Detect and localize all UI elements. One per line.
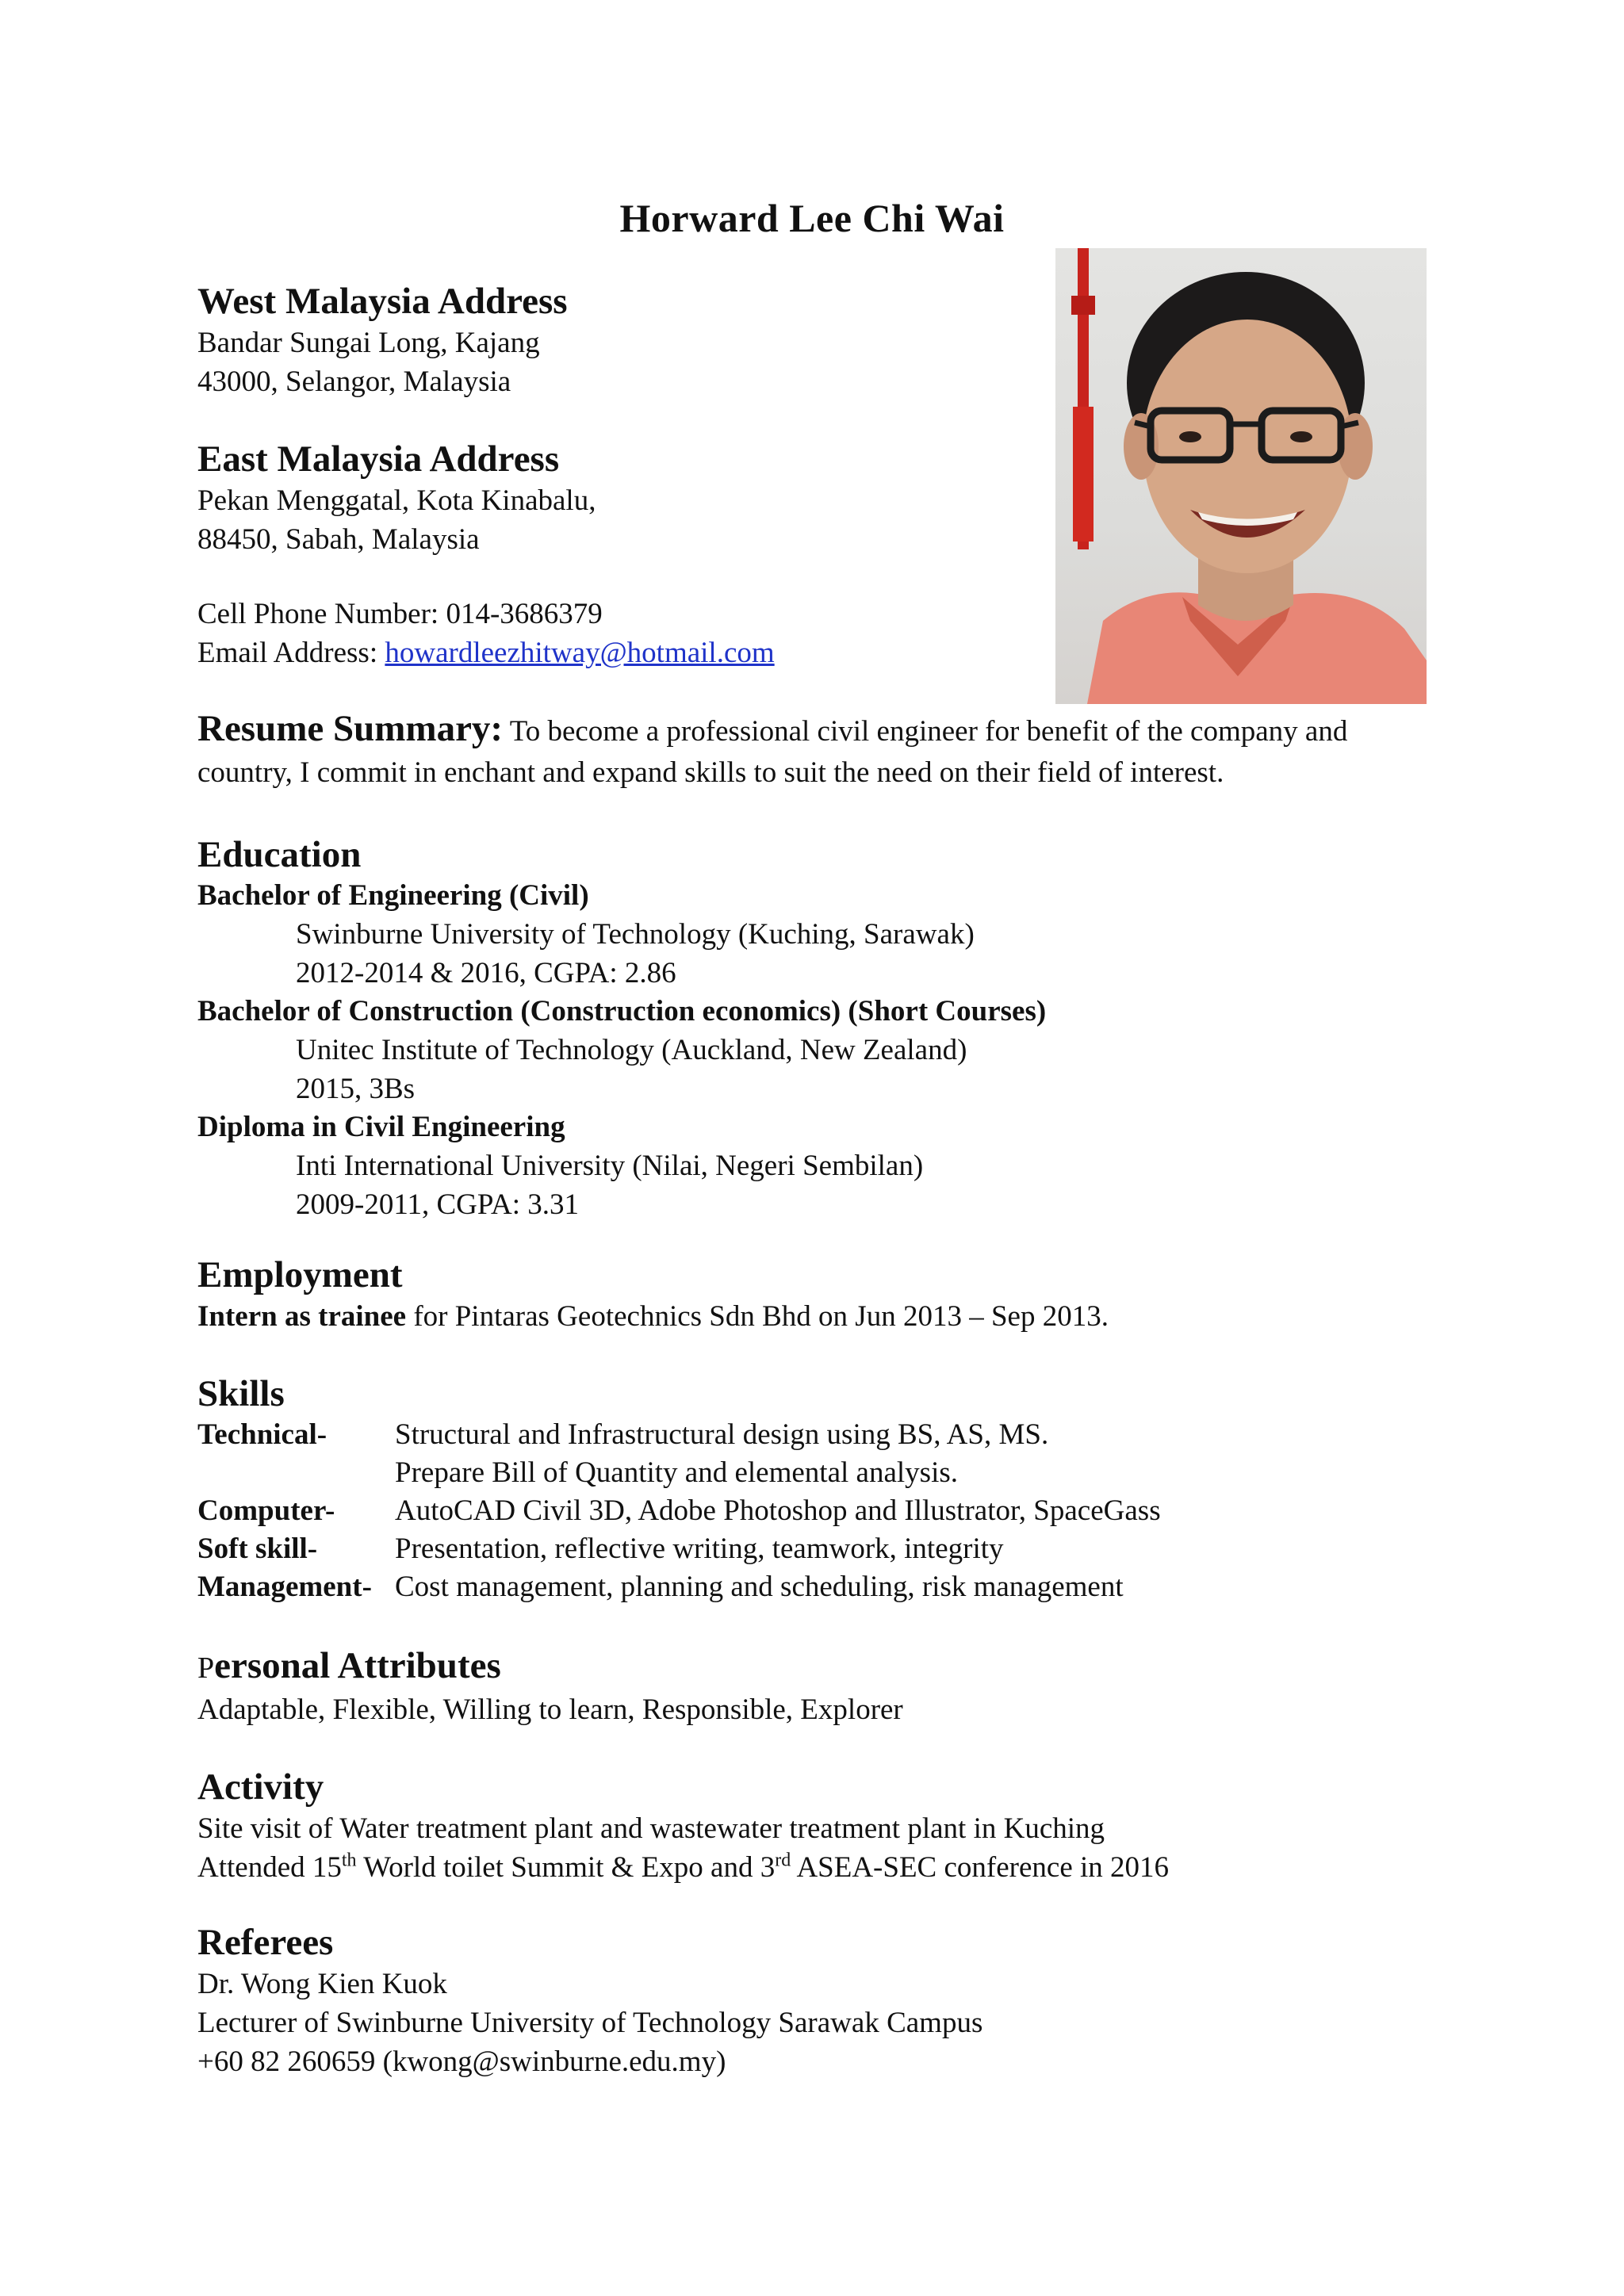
activity-line2-c: ASEA-SEC conference in 2016 [791,1851,1170,1884]
skill-key: Management- [197,1571,372,1603]
referee-contact: +60 82 260659 (kwong@swinburne.edu.my) [197,2045,726,2078]
east-address-section [197,437,596,559]
activity-line2-b: World toilet Summit & Expo and 3 [356,1851,776,1884]
education-heading: Education [197,834,362,875]
employment-role: Intern as trainee [197,1300,407,1333]
phone-line [197,595,775,633]
employment-section [197,1253,1109,1336]
phone-number: 014-3686379 [446,598,603,630]
east-address-line1: Pekan Menggatal, Kota Kinabalu, [197,484,596,517]
contact-section [197,595,775,672]
referees-section [197,1920,982,2081]
education-degree-2: Bachelor of Construction (Construction economics) (Short Courses) [197,995,1047,1027]
phone-label: Cell Phone Number: [197,598,439,630]
skill-row [197,1530,1427,1568]
referee-name: Dr. Wong Kien Kuok [197,1968,447,2000]
skill-key [197,1454,395,1492]
activity-line2-sup1: th [341,1850,357,1871]
skill-row [197,1416,1427,1454]
personal-heading-first: P [197,1651,215,1685]
activity-line2 [197,1848,1169,1887]
education-institution-2: Unitec Institute of Technology (Auckland, New Zealand) [296,1034,967,1066]
skill-value: Cost management, planning and scheduling, risk management [395,1571,1124,1603]
skills-section [197,1372,1427,1606]
education-detail-2: 2015, 3Bs [296,1073,416,1105]
resume-summary [197,708,1427,794]
education-section [197,832,1046,1224]
personal-heading-rest: ersonal Attributes [214,1645,501,1686]
employment-heading: Employment [197,1254,403,1295]
education-degree-3: Diploma in Civil Engineering [197,1111,565,1143]
west-address-heading: West Malaysia Address [197,281,568,322]
summary-label: Resume Summary: [197,708,504,749]
activity-line2-a: Attended 15 [197,1851,342,1884]
east-address-heading: East Malaysia Address [197,438,560,480]
email-line [197,633,775,672]
personal-section [197,1644,903,1729]
activity-section [197,1765,1169,1887]
skill-key: Soft skill- [197,1533,318,1565]
education-degree-1: Bachelor of Engineering (Civil) [197,879,589,912]
skill-row [197,1454,1427,1492]
activity-heading: Activity [197,1766,324,1808]
summary-text: To become a professional civil engineer for benefit of the company and country, I commit in enchant and expand skills to suit the need on their field of interest. [197,715,1348,789]
page-title: Horward Lee Chi Wai [619,196,1005,240]
email-label: Email Address: [197,637,378,669]
skill-row [197,1568,1427,1606]
profile-photo [1055,248,1427,704]
east-address-line2: 88450, Sabah, Malaysia [197,523,480,556]
skill-value: Structural and Infrastructural design using BS, AS, MS. [395,1418,1049,1451]
personal-heading [197,1644,903,1690]
west-address-line1: Bandar Sungai Long, Kajang [197,327,540,359]
employment-text: for Pintaras Geotechnics Sdn Bhd on Jun 2013 – Sep 2013. [413,1300,1109,1333]
skill-key: Computer- [197,1494,335,1527]
west-address-line2: 43000, Selangor, Malaysia [197,365,511,398]
referees-heading: Referees [197,1922,334,1963]
skill-row [197,1492,1427,1530]
skill-value: Presentation, reflective writing, teamwork, integrity [395,1533,1004,1565]
education-detail-3: 2009-2011, CGPA: 3.31 [296,1188,580,1221]
skill-value: AutoCAD Civil 3D, Adobe Photoshop and Illustrator, SpaceGass [395,1494,1161,1527]
skills-heading: Skills [197,1373,285,1414]
skill-key: Technical- [197,1418,327,1451]
education-detail-1: 2012-2014 & 2016, CGPA: 2.86 [296,957,676,989]
personal-text: Adaptable, Flexible, Willing to learn, Responsible, Explorer [197,1693,903,1726]
education-institution-3: Inti International University (Nilai, Negeri Sembilan) [296,1150,924,1182]
email-link[interactable]: howardleezhitway@hotmail.com [385,637,775,669]
activity-line2-sup2: rd [775,1850,791,1871]
activity-line1: Site visit of Water treatment plant and wastewater treatment plant in Kuching [197,1812,1105,1845]
west-address-section [197,279,568,401]
skill-value: Prepare Bill of Quantity and elemental analysis. [395,1456,958,1489]
referee-position: Lecturer of Swinburne University of Technology Sarawak Campus [197,2007,983,2039]
education-institution-1: Swinburne University of Technology (Kuching, Sarawak) [296,918,975,951]
employment-line [197,1297,1109,1336]
